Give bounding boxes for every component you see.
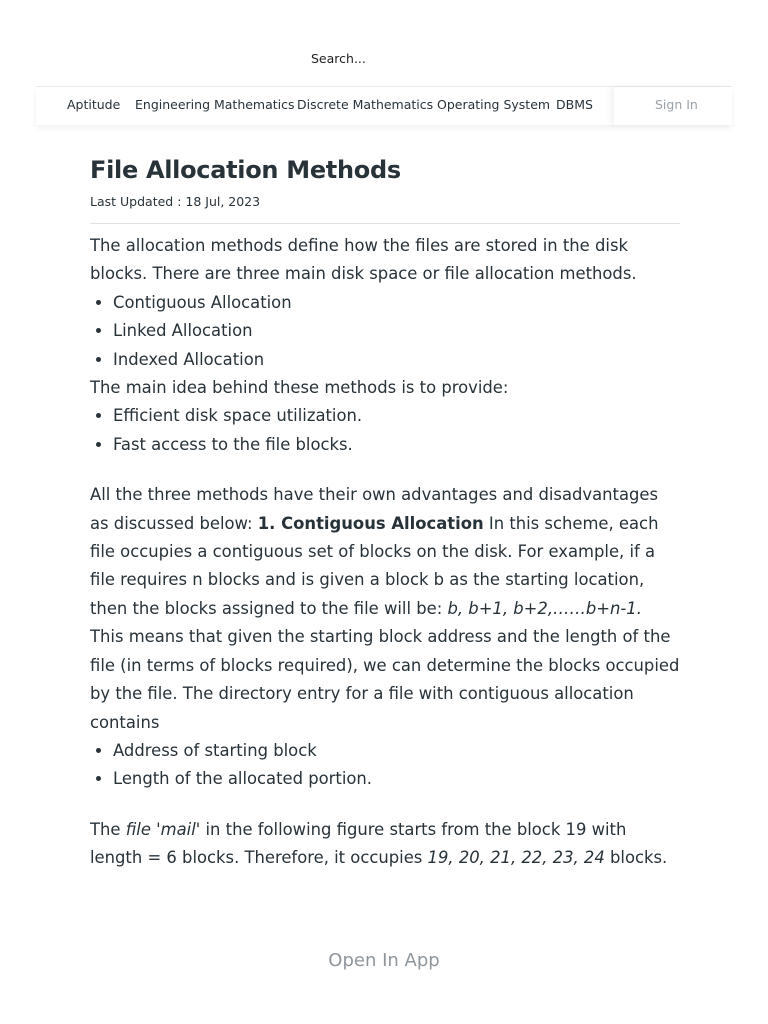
- search-input[interactable]: Search...: [311, 51, 366, 66]
- sign-in-link[interactable]: Sign In: [655, 97, 698, 112]
- open-in-app-button[interactable]: Open In App: [328, 950, 440, 971]
- nav-item-discrete-mathematics[interactable]: Discrete Mathematics: [297, 97, 434, 112]
- list-item: • Address of starting block: [113, 737, 680, 765]
- intro-paragraph: The allocation methods define how the files are stored in the disk blocks. There are three main disk space or file allocation methods.: [90, 236, 637, 284]
- idea-paragraph: The main idea behind these methods is to provide:: [90, 378, 509, 398]
- page-title: File Allocation Methods: [90, 156, 401, 184]
- block-sequence: b, b+1, b+2,……b+n-1.: [447, 598, 642, 618]
- list-item: • Contiguous Allocation: [113, 289, 680, 317]
- list-item: • Linked Allocation: [113, 317, 680, 345]
- nav-item-operating-system[interactable]: Operating System: [437, 97, 551, 112]
- list-item: • Fast access to the file blocks.: [113, 431, 680, 459]
- methods-list: [90, 289, 680, 374]
- article: [90, 150, 680, 873]
- nav-item-aptitude[interactable]: Aptitude: [67, 97, 121, 112]
- title-divider: [90, 223, 680, 224]
- nav-item-dbms[interactable]: DBMS: [556, 97, 593, 112]
- directory-entry-list: [90, 737, 680, 794]
- list-item: • Length of the allocated portion.: [113, 765, 680, 793]
- sign-in-container: [614, 87, 732, 125]
- nav-item-engineering-mathematics[interactable]: Engineering Mathematics: [135, 97, 295, 112]
- mail-example-paragraph: The file 'mail' in the following figure starts from the block 19 with length = 6 blocks. Therefore, it occupies 19, 20, 21, 22, 23, 24 blocks.: [90, 819, 668, 868]
- contiguous-paragraph: All the three methods have their own advantages and disadvantages as discussed below: 1. Contiguous Allocation In this scheme, each file occupies a contiguous set of blocks on the disk. For example, if a file requires n blocks and is given a block b as the starting location, then the blocks assigned to the file will be: b, b+1, b+2,……b+n-1. This means that given the starting block address and the length of the file (in terms of blocks required), we can determine the blocks occupied by the file. The directory entry for a file with contiguous allocation contains: [90, 485, 680, 732]
- last-updated: Last Updated : 18 Jul, 2023: [90, 194, 261, 209]
- goals-list: [90, 402, 680, 459]
- list-item: • Efficient disk space utilization.: [113, 402, 680, 430]
- top-navbar: [36, 86, 732, 125]
- article-body: [90, 232, 680, 873]
- contiguous-heading: 1. Contiguous Allocation: [257, 513, 484, 533]
- list-item: • Indexed Allocation: [113, 346, 680, 374]
